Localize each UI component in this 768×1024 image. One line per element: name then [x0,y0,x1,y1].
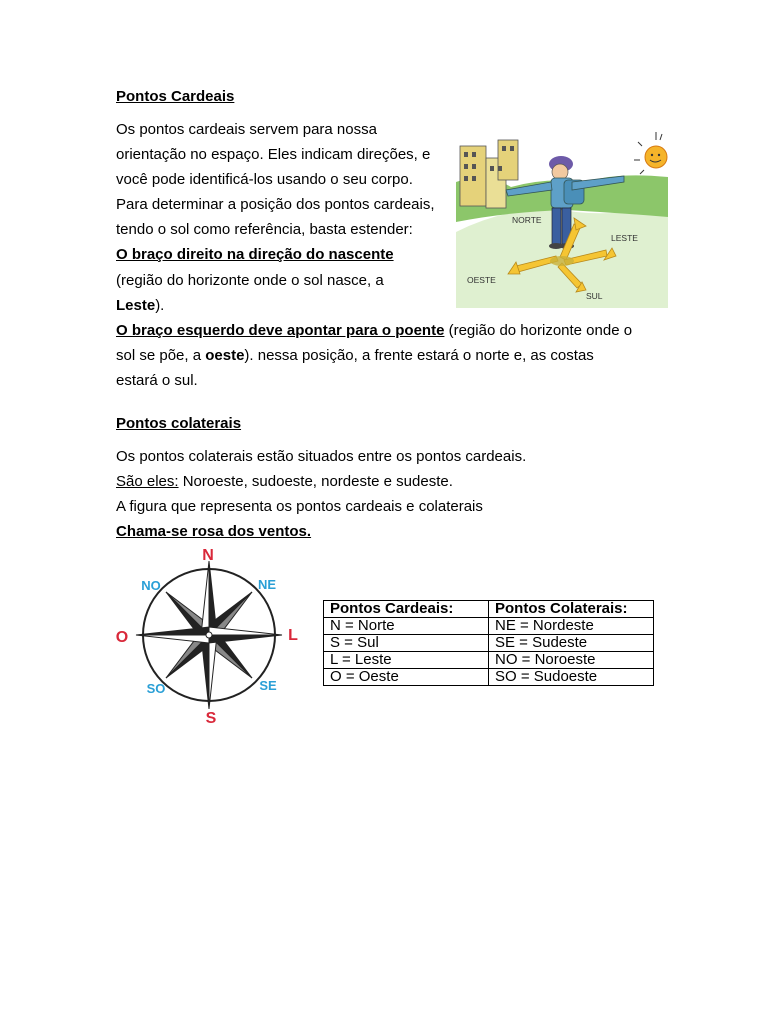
section-title-pontos-cardeais: Pontos Cardeais [116,88,235,105]
header-colaterais: Pontos Colaterais: [489,601,654,618]
paragraph-line: estará o sul. [116,372,198,389]
rose-label-o: O [116,629,129,646]
table-row [324,618,654,635]
sao-eles-underlined: São eles: [116,473,179,490]
paragraph-line [116,322,632,340]
header-cardeais: Pontos Cardeais: [324,601,489,618]
paragraph-line [116,473,453,491]
paragraph-text: (região do horizonte onde o [444,322,633,339]
paragraph-text: Noroeste, sudoeste, nordeste e sudeste. [178,473,453,490]
table-row [324,635,654,652]
table-cell: L = Leste [324,652,489,669]
rose-label-so: SO [146,681,166,696]
emphasis-line-right-arm: O braço direito na direção do nascente [116,246,394,263]
paragraph-line [116,297,164,315]
paragraph-line: A figura que representa os pontos cardeais e colaterais [116,498,483,515]
oeste-bold: oeste [205,347,245,364]
leste-label: LESTE [611,233,638,243]
table-cell: O = Oeste [324,669,489,686]
rose-label-ne: NE [257,577,277,592]
emphasis-rosa-dos-ventos: Chama-se rosa dos ventos. [116,523,312,540]
table-cell: SE = Sudeste [489,635,654,652]
emphasis-left-arm: O braço esquerdo deve apontar para o poente [116,322,445,339]
table-row [324,669,654,686]
sul-label: SUL [586,291,603,301]
paragraph-text: sol se põe, a [116,347,206,364]
paragraph-line: Os pontos cardeais servem para nossa [116,121,377,138]
rose-label-no: NO [141,578,161,593]
table-header-row [324,601,654,618]
paragraph-line: orientação no espaço. Eles indicam direções, e [116,146,431,163]
paragraph-line: Os pontos colaterais estão situados entre os pontos cardeais. [116,448,527,465]
rose-label-l: L [288,627,298,644]
oeste-label: OESTE [467,275,496,285]
paragraph-line: (região do horizonte onde o sol nasce, a [116,272,384,289]
paragraph-text: ). [155,297,165,314]
section-title-pontos-colaterais: Pontos colaterais [116,415,242,432]
table-cell: SO = Sudoeste [489,669,654,686]
points-table [323,600,654,686]
paragraph-line [116,347,594,365]
leste-bold: Leste [116,297,156,314]
rose-label-s: S [205,710,217,725]
table-cell: NE = Nordeste [489,618,654,635]
table-cell: N = Norte [324,618,489,635]
table-row [324,652,654,669]
paragraph-line: tendo o sol como referência, basta estender: [116,221,413,238]
paragraph-line: você pode identificá-los usando o seu corpo. [116,171,413,188]
compass-rose-image [116,545,298,725]
paragraph-text: ). nessa posição, a frente estará o norte e, as costas [244,347,594,364]
norte-label: NORTE [512,215,542,225]
table-cell: S = Sul [324,635,489,652]
paragraph-line: Para determinar a posição dos pontos cardeais, [116,196,435,213]
table-cell: NO = Noroeste [489,652,654,669]
cardinal-points-illustration [456,122,668,308]
rose-label-n: N [202,547,214,564]
rose-label-se: SE [259,678,277,693]
